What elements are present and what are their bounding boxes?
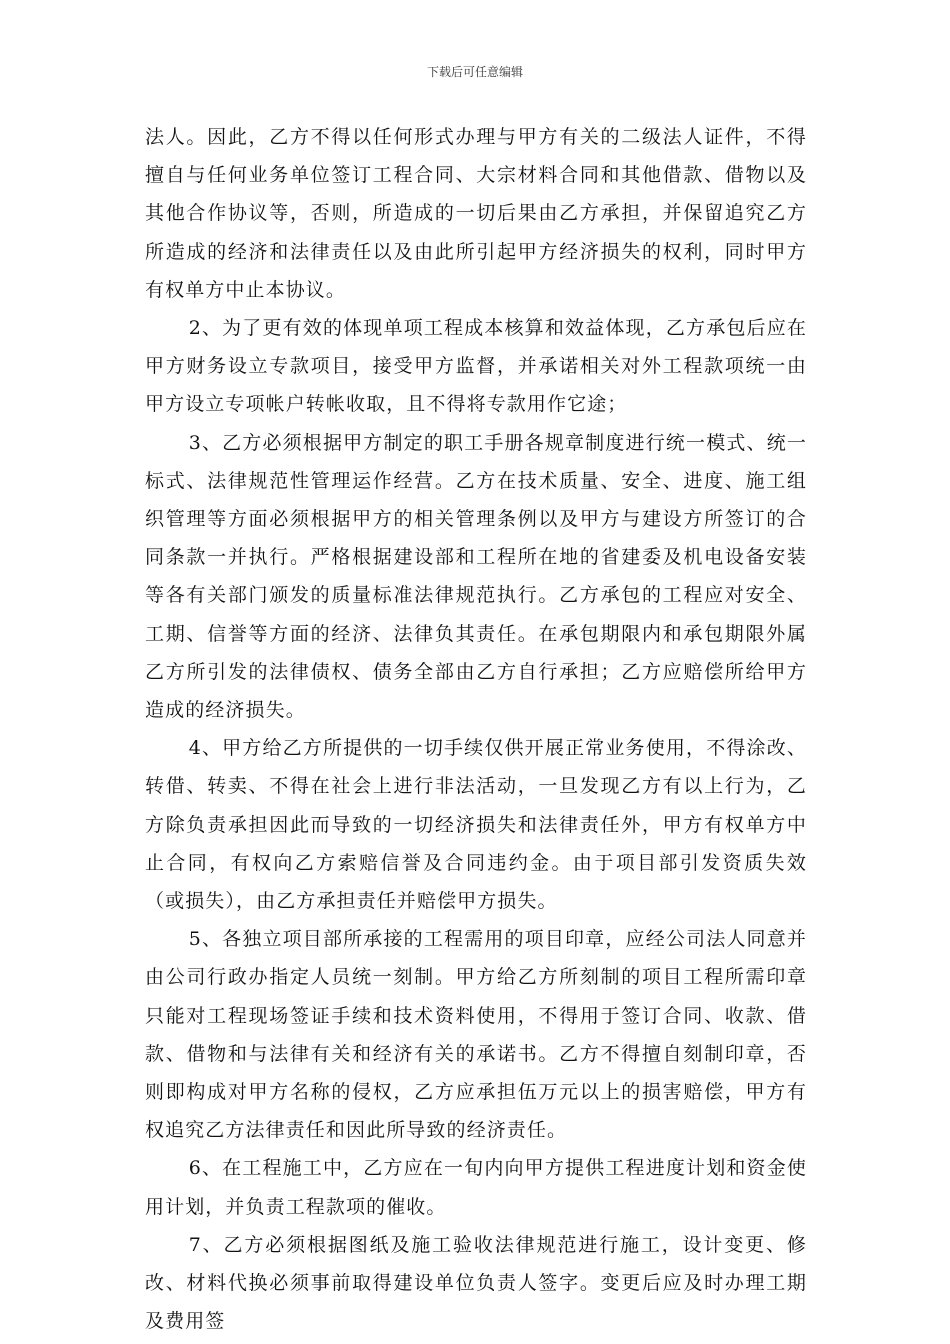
paragraph-continuation: 法人。因此，乙方不得以任何形式办理与甲方有关的二级法人证件，不得擅自与任何业务单位签订工程合同、大宗材料合同和其他借款、借物以及其他合作协议等，否则，所造成的一切后果由乙方承担，并保留追究乙方所造成的经济和法律责任以及由此所引起甲方经济损失的权利，同时甲方有权单方中止本协议。 [145,126,807,301]
paragraph-clause-6: 6、在工程施工中，乙方应在一旬内向甲方提供工程进度计划和资金使用计划，并负责工程款项的催收。 [145,1157,807,1218]
paragraph-clause-7: 7、乙方必须根据图纸及施工验收法律规范进行施工，设计变更、修改、材料代换必须事前取得建设单位负责人签字。变更后应及时办理工期及费用签 [145,1233,807,1333]
document-body [145,118,807,1341]
paragraph-clause-5: 5、各独立项目部所承接的工程需用的项目印章，应经公司法人同意并由公司行政办指定人员统一刻制。甲方给乙方所刻制的项目工程所需印章只能对工程现场签证手续和技术资料使用，不得用于签订合同、收款、借款、借物和与法律有关和经济有关的承诺书。乙方不得擅自刻制印章，否则即构成对甲方名称的侵权，乙方应承担伍万元以上的损害赔偿，甲方有权追究乙方法律责任和因此所导致的经济责任。 [145,928,807,1142]
paragraph-clause-2: 2、为了更有效的体现单项工程成本核算和效益体现，乙方承包后应在甲方财务设立专款项目，接受甲方监督，并承诺相关对外工程款项统一由甲方设立专项帐户转帐收取，且不得将专款用作它途； [145,317,807,416]
page-header: 下载后可任意编辑 [426,65,523,79]
paragraph-clause-4: 4、甲方给乙方所提供的一切手续仅供开展正常业务使用，不得涂改、转借、转卖、不得在社会上进行非法活动，一旦发现乙方有以上行为，乙方除负责承担因此而导致的一切经济损失和法律责任外，甲方有权单方中止合同，有权向乙方索赔信誉及合同违约金。由于项目部引发资质失效（或损失），由乙方承担责任并赔偿甲方损失。 [145,737,807,913]
paragraph-clause-3: 3、乙方必须根据甲方制定的职工手册各规章制度进行统一模式、统一标式、法律规范性管理运作经营。乙方在技术质量、安全、进度、施工组织管理等方面必须根据甲方的相关管理条例以及甲方与建设方所签订的合同条款一并执行。严格根据建设部和工程所在地的省建委及机电设备安装等各有关部门颁发的质量标准法律规范执行。乙方承包的工程应对安全、工期、信誉等方面的经济、法律负其责任。在承包期限内和承包期限外属乙方所引发的法律债权、债务全部由乙方自行承担；乙方应赔偿所给甲方造成的经济损失。 [145,431,807,722]
